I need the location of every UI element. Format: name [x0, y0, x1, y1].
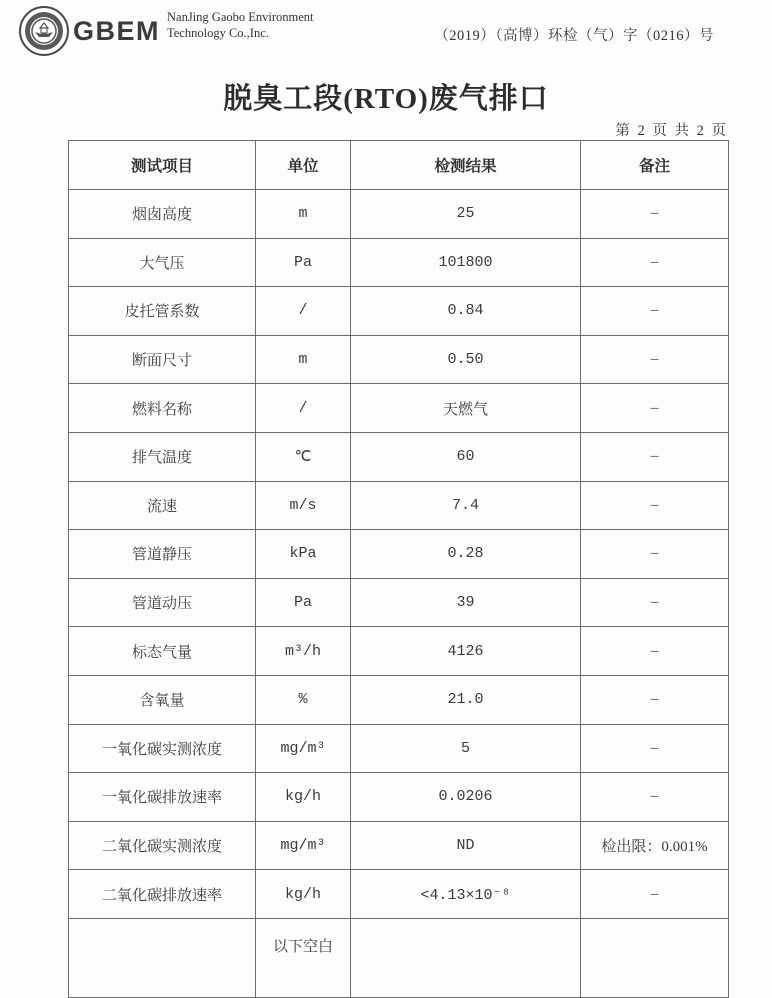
cell-result: 0.50	[351, 335, 581, 384]
cell-test-item: 大气压	[69, 238, 256, 287]
cell-result: 4126	[351, 627, 581, 676]
cell-unit: /	[256, 287, 351, 336]
table-row	[69, 627, 729, 676]
table-row	[69, 432, 729, 481]
cell-unit: 以下空白	[256, 918, 351, 997]
cell-test-item: 含氧量	[69, 675, 256, 724]
cell-unit: mg/m³	[256, 821, 351, 870]
cell-result: 101800	[351, 238, 581, 287]
cell-remark	[581, 918, 729, 997]
cell-test-item	[69, 918, 256, 997]
cell-test-item: 一氧化碳排放速率	[69, 773, 256, 822]
brand-logo-text: GBEM	[73, 16, 160, 46]
cell-remark: –	[581, 287, 729, 336]
cell-unit: Pa	[256, 578, 351, 627]
cell-test-item: 断面尺寸	[69, 335, 256, 384]
cell-result: 0.84	[351, 287, 581, 336]
cell-unit: m	[256, 190, 351, 239]
cell-result: 60	[351, 432, 581, 481]
cell-remark: –	[581, 773, 729, 822]
cell-test-item: 流速	[69, 481, 256, 530]
company-name: NanJing Gaobo Environment Technology Co.,Inc.	[167, 10, 314, 41]
cell-test-item: 管道静压	[69, 530, 256, 579]
cell-result: 0.28	[351, 530, 581, 579]
cell-remark: –	[581, 481, 729, 530]
cell-result: 39	[351, 578, 581, 627]
cell-test-item: 二氧化碳排放速率	[69, 870, 256, 919]
cell-test-item: 排气温度	[69, 432, 256, 481]
report-title: 脱臭工段(RTO)废气排口	[223, 83, 549, 115]
table-row	[69, 578, 729, 627]
table-row	[69, 384, 729, 433]
cell-remark: –	[581, 578, 729, 627]
document-number: （2019）（高博）环检（气）字（0216）号	[434, 28, 714, 44]
page-header	[0, 0, 772, 70]
cell-result: 25	[351, 190, 581, 239]
cell-remark: –	[581, 190, 729, 239]
cell-remark: –	[581, 335, 729, 384]
table-row	[69, 675, 729, 724]
cell-remark: –	[581, 724, 729, 773]
cell-unit: m/s	[256, 481, 351, 530]
cell-result: 21.0	[351, 675, 581, 724]
table-row	[69, 530, 729, 579]
cell-unit: kg/h	[256, 870, 351, 919]
cell-test-item: 皮托管系数	[69, 287, 256, 336]
cell-unit: m³/h	[256, 627, 351, 676]
results-table	[68, 140, 729, 998]
cell-remark: –	[581, 384, 729, 433]
cell-unit: Pa	[256, 238, 351, 287]
cell-result: <4.13×10⁻⁸	[351, 870, 581, 919]
cell-test-item: 二氧化碳实测浓度	[69, 821, 256, 870]
cell-remark: –	[581, 870, 729, 919]
cell-result	[351, 918, 581, 997]
table-header-row	[69, 141, 729, 190]
cell-remark: –	[581, 530, 729, 579]
cell-test-item: 一氧化碳实测浓度	[69, 724, 256, 773]
cell-remark: 检出限：0.001%	[581, 821, 729, 870]
company-seal-icon	[19, 6, 69, 56]
cell-result: 天燃气	[351, 384, 581, 433]
cell-result: 0.0206	[351, 773, 581, 822]
cell-result: 7.4	[351, 481, 581, 530]
cell-test-item: 烟囱高度	[69, 190, 256, 239]
cell-unit: mg/m³	[256, 724, 351, 773]
cell-test-item: 燃料名称	[69, 384, 256, 433]
cell-remark: –	[581, 675, 729, 724]
table-row	[69, 335, 729, 384]
column-header-unit: 单位	[256, 141, 351, 190]
cell-unit: ℃	[256, 432, 351, 481]
cell-unit: kg/h	[256, 773, 351, 822]
table-row	[69, 724, 729, 773]
table-row	[69, 918, 729, 997]
cell-unit: m	[256, 335, 351, 384]
page-indicator: 第 2 页 共 2 页	[615, 123, 728, 139]
table-row	[69, 287, 729, 336]
table-row	[69, 481, 729, 530]
table-row	[69, 870, 729, 919]
table-row	[69, 238, 729, 287]
cell-remark: –	[581, 432, 729, 481]
cell-unit: kPa	[256, 530, 351, 579]
cell-remark: –	[581, 627, 729, 676]
column-header-result: 检测结果	[351, 141, 581, 190]
table-row	[69, 821, 729, 870]
table-row	[69, 190, 729, 239]
cell-result: 5	[351, 724, 581, 773]
cell-result: ND	[351, 821, 581, 870]
cell-test-item: 标态气量	[69, 627, 256, 676]
cell-unit: /	[256, 384, 351, 433]
cell-unit: %	[256, 675, 351, 724]
cell-test-item: 管道动压	[69, 578, 256, 627]
table-row	[69, 773, 729, 822]
column-header-remark: 备注	[581, 141, 729, 190]
column-header-item: 测试项目	[69, 141, 256, 190]
table-body	[69, 190, 729, 998]
cell-remark: –	[581, 238, 729, 287]
